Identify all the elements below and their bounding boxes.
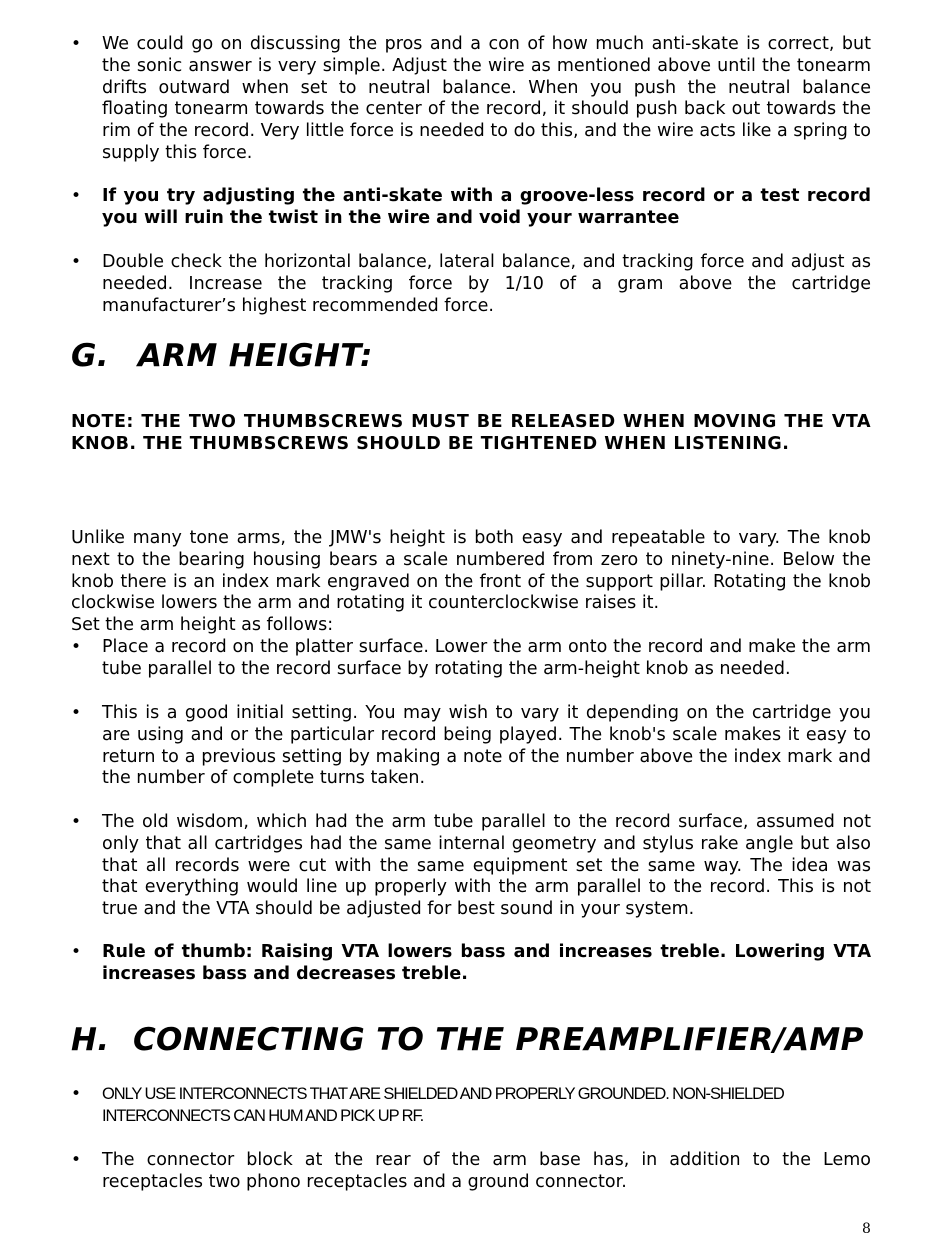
bullet-text: Place a record on the platter surface. Lower the arm onto the record and make the arm tube parallel to the record surface by rotating the arm-height knob as needed. — [102, 637, 871, 679]
page-number: 8 — [862, 1221, 871, 1237]
list-item — [71, 812, 871, 921]
bullet-text: Double check the horizontal balance, lateral balance, and tracking force and adjust as needed. Increase the tracking force by 1/10 of a gram above the cartridge manufacturer’s highest recommended force. — [102, 252, 871, 316]
list-item — [71, 1084, 871, 1128]
intro-text: Unlike many tone arms, the JMW's height is both easy and repeatable to vary. The knob next to the bearing housing bears a scale numbered from zero to ninety-nine. Below the knob there is an index mark engraved on the front of the support pillar. Rotating the knob clockwise lowers the arm and rotating it counterclockwise raises it. — [71, 528, 871, 614]
bullet-icon — [71, 812, 91, 834]
section-title: ARM HEIGHT: — [138, 338, 373, 374]
bullet-icon — [71, 1084, 91, 1106]
list-item — [71, 942, 871, 986]
bullet-icon — [71, 942, 91, 964]
list-item — [71, 252, 871, 317]
list-item — [71, 1150, 871, 1194]
section-heading-h — [71, 1022, 864, 1058]
bullet-icon — [71, 186, 91, 208]
list-item — [71, 637, 871, 681]
bullet-icon — [71, 34, 91, 56]
list-item — [71, 34, 871, 165]
bullet-text: The old wisdom, which had the arm tube parallel to the record surface, assumed not only that all cartridges had the same internal geometry and stylus rake angle but also that all records were cut with the same equipment set the same way. The idea was that everything would line up properly with the arm parallel to the record. This is not true and the VTA should be adjusted for best sound in your system. — [102, 812, 871, 920]
warning-text: If you try adjusting the anti-skate with a groove-less record or a test record you will ruin the twist in the wire and void your warrantee — [102, 186, 871, 228]
list-item — [71, 186, 871, 230]
section-heading-g — [71, 338, 373, 374]
section-title: CONNECTING TO THE PREAMPLIFIER/AMP — [133, 1022, 864, 1058]
bullet-text: This is a good initial setting. You may wish to vary it depending on the cartridge you are using and or the particular record being played. The knob's scale makes it easy to return to a previous setting by making a note of the number above the index mark and the number of complete turns taken. — [102, 703, 871, 789]
bullet-text: The connector block at the rear of the arm base has, in addition to the Lemo receptacles two phono receptacles and a ground connector. — [102, 1150, 871, 1192]
warning-text: ONLY USE INTERCONNECTS THAT ARE SHIELDED AND PROPERLY GROUNDED. NON-SHIELDED INTERCONNECTS CAN HUM AND PICK UP RF. — [102, 1085, 784, 1125]
bullet-icon — [71, 252, 91, 274]
bullet-text: We could go on discussing the pros and a con of how much anti-skate is correct, but the sonic answer is very simple. Adjust the wire as mentioned above until the tonearm drifts outward when set to neutral balance. When you push the neutral balance floating tonearm towards the center of the record, it should push back out towards the rim of the record. Very little force is needed to do this, and the wire acts like a spring to supply this force. — [102, 34, 871, 163]
intro-paragraph — [71, 528, 871, 637]
intro-last-line: Set the arm height as follows: — [71, 615, 334, 636]
section-letter: G. — [71, 338, 109, 374]
rule-of-thumb-text: Rule of thumb: Raising VTA lowers bass and increases treble. Lowering VTA increases bass and decreases treble. — [102, 942, 871, 984]
list-item — [71, 703, 871, 790]
bullet-icon — [71, 637, 91, 659]
bullet-icon — [71, 1150, 91, 1172]
section-letter: H. — [71, 1022, 110, 1058]
note-paragraph: NOTE: THE TWO THUMBSCREWS MUST BE RELEASED WHEN MOVING THE VTA KNOB. THE THUMBSCREWS SHOULD BE TIGHTENED WHEN LISTENING. — [71, 412, 871, 454]
bullet-icon — [71, 703, 91, 725]
